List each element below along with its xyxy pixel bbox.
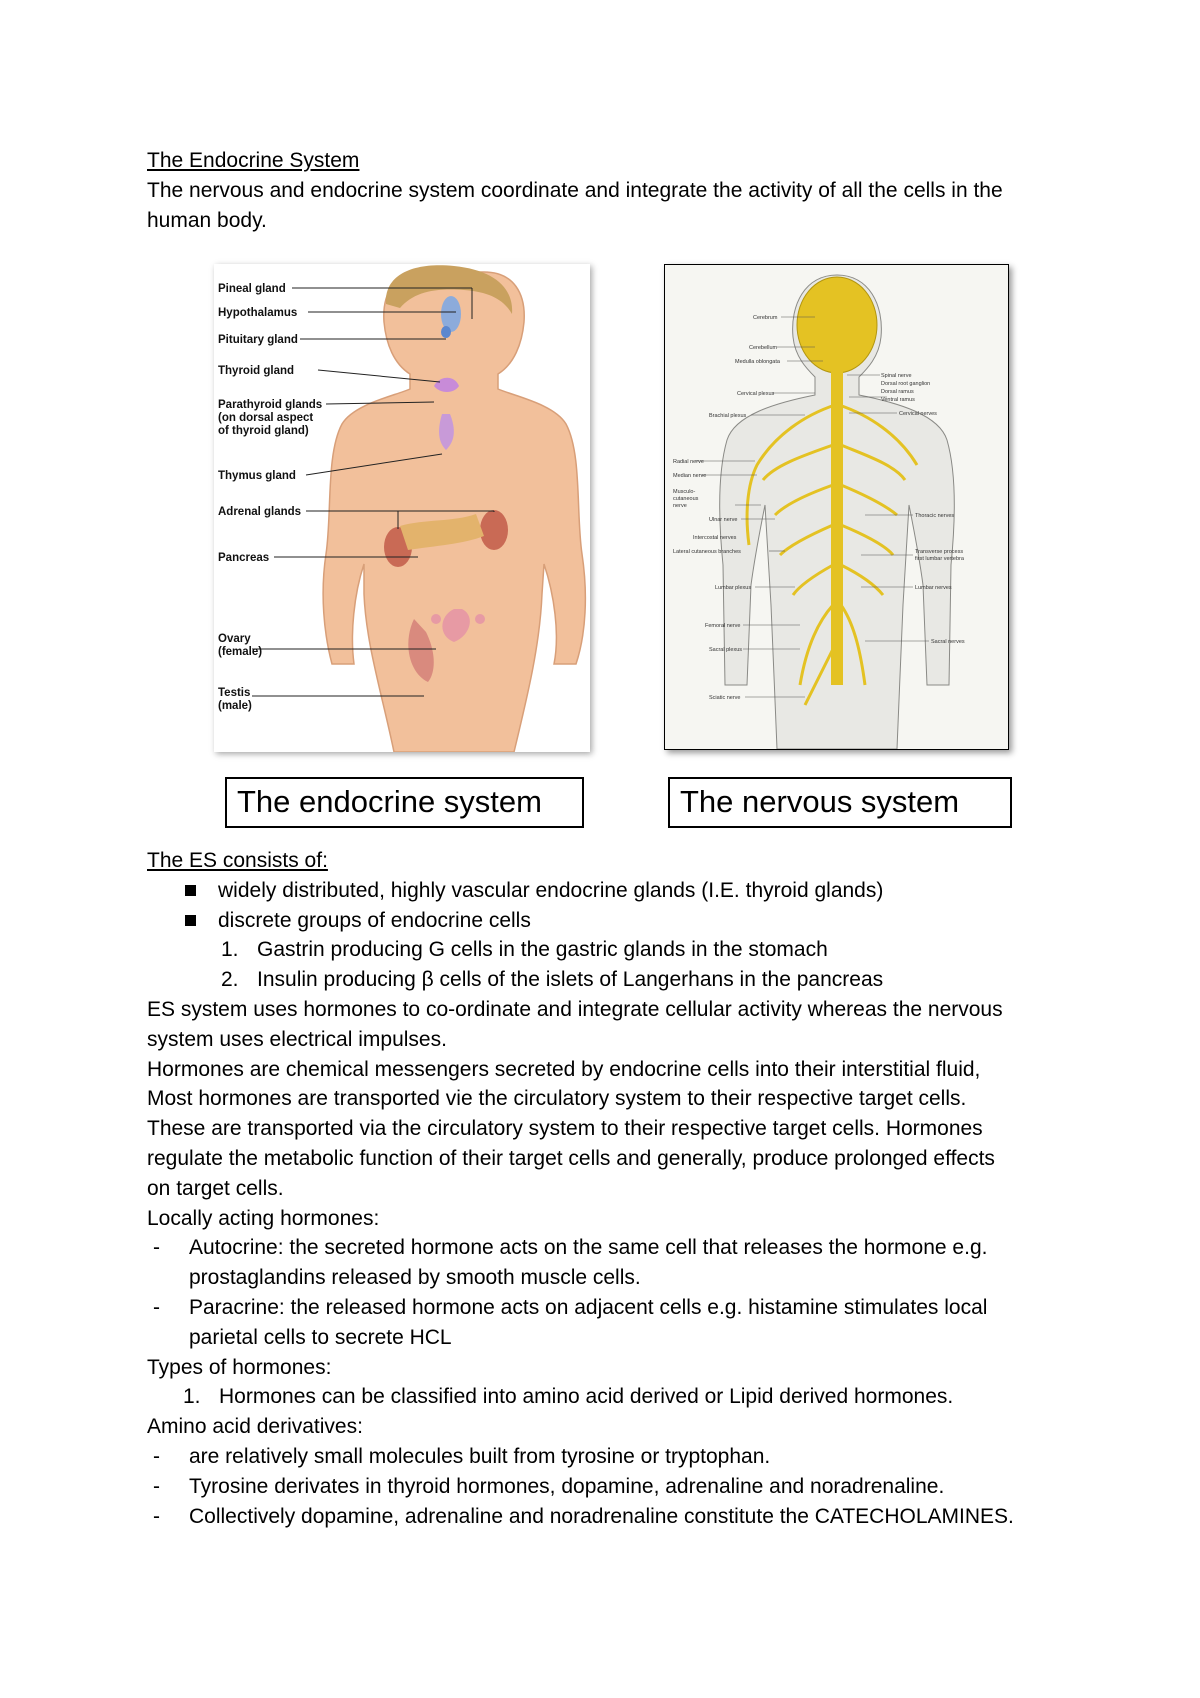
label-testis-1: Testis	[218, 687, 251, 699]
intro-line-2: human body.	[147, 208, 267, 232]
label-ventral-ramus: Ventral ramus	[881, 397, 915, 403]
dash-item	[147, 1293, 1087, 1353]
label-thymus: Thymus gland	[218, 470, 296, 482]
item-text: Hormones can be classified into amino acid derived or Lipid derived hormones.	[219, 1385, 954, 1409]
dash-marker: -	[153, 1504, 160, 1528]
paragraph-line: ES system uses hormones to co-ordinate and integrate cellular activity whereas the nervous	[147, 997, 1003, 1021]
label-pineal: Pineal gland	[218, 283, 286, 295]
label-musculo-2: cutaneous	[673, 496, 699, 502]
nervous-caption: The nervous system	[668, 777, 1012, 828]
endocrine-system-figure	[214, 264, 590, 752]
label-sacral-plexus: Sacral plexus	[709, 647, 743, 653]
label-sacral-nerves: Sacral nerves	[931, 639, 965, 645]
square-bullet-icon	[185, 885, 196, 896]
dash-text: prostaglandins released by smooth muscle cells.	[189, 1266, 641, 1290]
label-transverse-2: first lumbar vertebra	[915, 556, 964, 562]
paragraph-line: Hormones are chemical messengers secreted by endocrine cells into their interstitial fluid,	[147, 1057, 981, 1081]
dash-item	[147, 1472, 1087, 1502]
dash-text: Collectively dopamine, adrenaline and noradrenaline constitute the CATECHOLAMINES.	[189, 1504, 1014, 1528]
item-number: 1.	[183, 1385, 201, 1409]
label-cervical-nerves: Cervical nerves	[899, 411, 937, 417]
endocrine-diagram	[214, 264, 590, 752]
intro-line-1: The nervous and endocrine system coordinate and integrate the activity of all the cells in the	[147, 178, 1003, 202]
label-ovary-1: Ovary	[218, 633, 251, 645]
dash-item	[147, 1233, 1087, 1293]
label-median: Median nerve	[673, 473, 707, 479]
label-musculo-3: nerve	[673, 503, 687, 509]
dash-text: Paracrine: the released hormone acts on adjacent cells e.g. histamine stimulates local	[189, 1295, 988, 1319]
bullet-item	[147, 906, 1087, 936]
amino-heading: Amino acid derivatives:	[147, 1415, 363, 1439]
label-medulla: Medulla oblongata	[735, 359, 780, 365]
dash-marker: -	[153, 1444, 160, 1468]
square-bullet-icon	[185, 915, 196, 926]
label-parathyroid-3: of thyroid gland)	[218, 425, 309, 437]
paragraph-line: system uses electrical impulses.	[147, 1027, 447, 1051]
nervous-system-figure	[664, 264, 1009, 750]
label-intercostal: Intercostal nerves	[693, 535, 737, 541]
dash-text: parietal cells to secrete HCL	[189, 1325, 452, 1349]
es-section	[147, 846, 1087, 1531]
label-ovary-2: (female)	[218, 646, 263, 658]
label-thoracic-nerves: Thoracic nerves	[915, 513, 955, 519]
dash-marker: -	[153, 1295, 160, 1319]
label-sciatic: Sciatic nerve	[709, 695, 741, 701]
nervous-diagram	[665, 265, 1008, 749]
numbered-item	[147, 1382, 1087, 1412]
label-parathyroid-2: (on dorsal aspect	[218, 412, 314, 424]
item-number: 2.	[221, 968, 239, 992]
document-title: The Endocrine System	[147, 149, 360, 172]
item-text: Gastrin producing G cells in the gastric glands in the stomach	[257, 938, 828, 962]
label-testis-2: (male)	[218, 700, 252, 712]
bullet-text: discrete groups of endocrine cells	[218, 908, 531, 932]
label-dorsal-root-ganglion: Dorsal root ganglion	[881, 381, 931, 387]
paragraph-line: Most hormones are transported vie the circulatory system to their respective target cells.	[147, 1087, 967, 1111]
label-pancreas: Pancreas	[218, 552, 270, 564]
numbered-item	[147, 935, 1087, 965]
dash-text: Tyrosine derivates in thyroid hormones, dopamine, adrenaline and noradrenaline.	[189, 1474, 945, 1498]
paragraph-line: regulate the metabolic function of their target cells and generally, produce prolonged effects	[147, 1146, 995, 1170]
bullet-text: widely distributed, highly vascular endocrine glands (I.E. thyroid glands)	[218, 878, 884, 902]
label-femoral: Femoral nerve	[705, 623, 741, 629]
label-ulnar: Ulnar nerve	[709, 517, 738, 523]
item-text: Insulin producing β cells of the islets of Langerhans in the pancreas	[257, 968, 884, 992]
label-spinal-nerve: Spinal nerve	[881, 373, 912, 379]
types-heading: Types of hormones:	[147, 1355, 332, 1379]
intro-block	[147, 146, 1087, 235]
label-cervical-plexus: Cervical plexus	[737, 391, 775, 397]
paragraph-line: on target cells.	[147, 1176, 284, 1200]
label-hypothalamus: Hypothalamus	[218, 307, 298, 319]
label-thyroid: Thyroid gland	[218, 365, 295, 377]
label-lateral-cutaneous: Lateral cutaneous branches	[673, 549, 741, 555]
dash-item	[147, 1442, 1087, 1472]
label-cerebellum: Cerebellum	[749, 345, 778, 351]
paragraph-line: These are transported via the circulatory system to their respective target cells. Hormones	[147, 1117, 983, 1141]
local-hormones-heading: Locally acting hormones:	[147, 1206, 380, 1230]
dash-marker: -	[153, 1474, 160, 1498]
label-radial: Radial nerve	[673, 459, 704, 465]
label-lumbar-plexus: Lumbar plexus	[715, 585, 752, 591]
label-parathyroid-1: Parathyroid glands	[218, 399, 323, 411]
bullet-item	[147, 876, 1087, 906]
label-cerebrum: Cerebrum	[753, 315, 778, 321]
label-brachial-plexus: Brachial plexus	[709, 413, 747, 419]
label-lumbar-nerves: Lumbar nerves	[915, 585, 952, 591]
label-transverse-1: Transverse process	[915, 549, 964, 555]
item-number: 1.	[221, 938, 239, 962]
dash-item	[147, 1502, 1087, 1532]
numbered-item	[147, 965, 1087, 995]
es-heading: The ES consists of:	[147, 849, 328, 872]
label-dorsal-ramus: Dorsal ramus	[881, 389, 914, 395]
dash-text: are relatively small molecules built from tyrosine or tryptophan.	[189, 1444, 771, 1468]
label-musculo-1: Musculo-	[673, 489, 696, 495]
dash-marker: -	[153, 1236, 160, 1260]
label-pituitary: Pituitary gland	[218, 334, 298, 346]
dash-text: Autocrine: the secreted hormone acts on the same cell that releases the hormone e.g.	[189, 1236, 988, 1260]
label-adrenal: Adrenal glands	[218, 506, 302, 518]
endocrine-caption: The endocrine system	[225, 777, 584, 828]
